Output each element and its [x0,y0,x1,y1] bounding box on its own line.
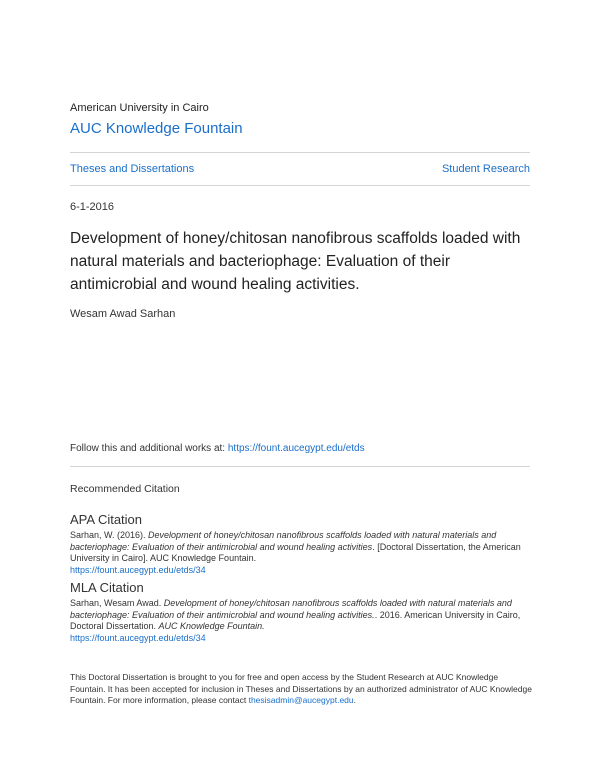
apa-citation-text [70,530,532,576]
mla-publisher: AUC Knowledge Fountain. [158,621,265,631]
student-research-link[interactable]: Student Research [441,163,530,175]
mla-suffix: . 2016. American University in Cairo, Doctoral Dissertation. [70,609,521,631]
document-title: Development of honey/chitosan nanofibrous scaffolds loaded with natural materials and bacteriophage: Evaluation of their antimicrobial and wound healing activities. [70,230,521,293]
recommended-citation-heading: Recommended Citation [70,483,180,495]
mla-link[interactable]: https://fount.aucegypt.edu/etds/34 [70,632,206,643]
apa-prefix: Sarhan, W. (2016). [70,530,149,540]
footer-text: This Doctoral Dissertation is brought to you for free and open access by the Student Research at AUC Knowledge Fountain. It has been accepted for inclusion in Theses and Dissertations by an authorized administrator of AUC Knowledge Fountain. For more information, please contact [70,672,532,705]
author-name: Wesam Awad Sarhan [70,308,176,320]
footer-end: . [353,695,356,705]
divider-follow [70,466,530,467]
apa-title: Development of honey/chitosan nanofibrous scaffolds loaded with natural materials and bacteriophage: Evaluation of their antimicrobial and wound healing activities [70,530,497,552]
mla-title: Development of honey/chitosan nanofibrous scaffolds loaded with natural materials and bacteriophage: Evaluation of their antimicrobial and wound healing activities. [70,598,512,620]
follow-text: Follow this and additional works at: [70,443,228,454]
repository-link[interactable]: AUC Knowledge Fountain [70,120,243,137]
apa-link[interactable]: https://fount.aucegypt.edu/etds/34 [70,564,206,575]
contact-email-link[interactable]: thesisadmin@aucegypt.edu [248,695,354,705]
divider-top [70,152,530,153]
follow-line [70,443,365,454]
mla-citation-text [70,598,532,644]
mla-citation-heading: MLA Citation [70,580,144,595]
mla-prefix: Sarhan, Wesam Awad. [70,598,164,608]
theses-dissertations-link[interactable]: Theses and Dissertations [70,163,195,175]
footer-notice [70,672,532,707]
divider-nav [70,185,530,186]
apa-citation-heading: APA Citation [70,512,143,527]
publication-date: 6-1-2016 [70,201,115,213]
apa-suffix: . [Doctoral Dissertation, the American University in Cairo]. AUC Knowledge Fountain. [70,541,521,563]
institution-name: American University in Cairo [70,102,209,114]
etds-link[interactable]: https://fount.aucegypt.edu/etds [227,443,365,454]
